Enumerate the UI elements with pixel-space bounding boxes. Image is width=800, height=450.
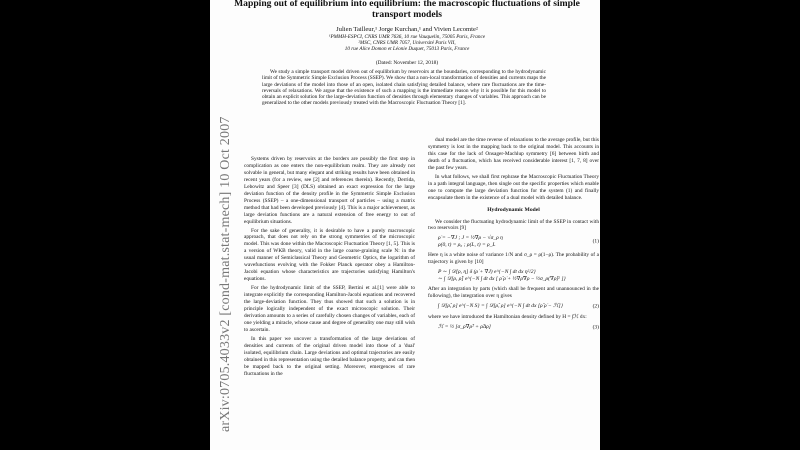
equation-line: ρ(0, t) = ρ₀ ; ρ(L, t) = ρ_L: [438, 242, 496, 249]
body-paragraph: Systems driven by reservoirs at the borders are possibly the first step in complication as one enters the non-equilibrium realm. They are already not solvable in general, but many elegant and striking results have been obtained in recent years (for a review, see [2] and references therein). Recently, Derrida, Lebowitz and Speer [3] (DLS) obtained an exact expression for the large deviation function of the density profile in the Symmetric Simple Exclusion Process (SSEP) – a one-dimensional transport of particles – using a matrix method that had been developed previously [4]. This is a major achievement, as large deviation functions are a natural extension of free energy to out of equilibrium situations.: [244, 156, 415, 225]
equation-2: [428, 303, 599, 311]
affiliation-line: ²MSC, CNRS UMR 7057, Université Paris VII,: [358, 40, 456, 47]
body-paragraph: We consider the fluctuating hydrodynamic limit of the SSEP in contact with two reservoirs [9]: [428, 218, 599, 232]
paper-date: (Dated: November 12, 2018): [375, 60, 439, 66]
body-paragraph: In this paper we uncover a transformation of the large deviations of densities and currents of the original driven model into those of a 'dual' isolated, equilibrium chain. Large deviations and optimal trajectories are easily obtained in this representation using the detailed balance property, and can then be mapped back to the original setting. Moreover, emergences of rare fluctuations in the: [244, 335, 415, 377]
equation-path-probability: [428, 269, 599, 283]
paper-title: Mapping out of equilibrium into equilibrium: the macroscopic fluctuations of simple transport models: [234, 0, 580, 20]
left-column: [244, 156, 415, 380]
affiliation-line: 10 rue Alice Domon et Léonie Duquet, 75013 Paris, France: [344, 46, 470, 53]
body-paragraph: After an integration by parts (which shall be frequent and unannounced in the following), the integration over η gives: [428, 286, 599, 300]
body-paragraph: For the hydrodynamic limit of the SSEP, Bertini et al.[1] were able to integrate explicitly the corresponding Hamilton-Jacobi equations and recovered the large-deviation function. They thus showed that such a solution is in principle logically independent of the exact microscopic solution. Their derivation amounts to a series of carefully chosen changes of variables, each of one yielding a miracle, whose cause and degree of generality one may still wish to ascertain.: [244, 285, 415, 333]
body-paragraph: dual model are the time reverse of relaxations to the average profile, but this symmetry is lost in the mapping back to the original model. This accounts in this case for the lack of Onsager-Machlup symmetry [6] between birth and death of a fluctuation, which has received considerable interest [1, 7, 8] over the past few years.: [428, 137, 599, 171]
arxiv-identifier: arXiv:0705.4033v2 [cond-mat.stat-mech] 10 Oct 2007: [218, 116, 233, 432]
equation-line: ℋ = ½ [σ_ρ∇ρ̂² + ρ̂Δρ]: [438, 324, 491, 331]
equation-1: [428, 235, 599, 249]
equation-number: (3): [592, 324, 599, 331]
section-title: Hydrodynamic Model: [487, 206, 540, 213]
equation-line: ∼ ∫ 𝒟[ρ, ρ̂] e^{−N ∫ dt dx [ ρ̂ ρ̇ + ½∇ρ̂∇ρ − ½σ_ρ(∇ρ̂)² ]}: [438, 276, 566, 283]
body-paragraph: Here η is a white noise of variance 1/N and σ_ρ = ρ(1−ρ). The probability of a trajectory is given by [10]: [428, 252, 599, 266]
equation-3: [428, 324, 599, 332]
right-column: [428, 137, 599, 335]
abstract: We study a simple transport model driven out of equilibrium by reservoirs at the boundaries, corresponding to the hydrodynamic limit of the Symmetric Simple Exclusion Process (SSEP). We show that a non-local transformation of densities and currents maps the large deviations of the model into those of an open, isolated chain satisfying detailed balance, where rare fluctuations are the time-reversals of relaxations. We argue that the existence of such a mapping is the immediate reason why it is possible for this model to obtain an explicit solution for the large-deviation function of densities through elementary changes of variables. This approach can be generalized to the other models previously treated with the Macroscopic Fluctuation Theory [1].: [262, 69, 546, 107]
equation-line: ∫ 𝒟[ρ̂, ρ] e^{−N S} = ∫ 𝒟[ρ̂, ρ] e^{−N ∫ dt dx [ρ̂ ρ̇ − ℋ]}: [438, 303, 563, 310]
paper-authors: Julien Tailleur,¹ Jorge Kurchan,¹ and Vivien Lecomte²: [336, 26, 478, 33]
equation-line: ρ̇ = −∇J ; J = ½∇ρ − √σ_ρ η: [438, 235, 503, 242]
body-paragraph: where we have introduced the Hamiltonian density defined by H = ∫ℋ dx:: [428, 314, 587, 321]
body-paragraph: In what follows, we shall first rephrase the Macroscopic Fluctuation Theory in a path integral language, then single out the specific properties which enable one to compute the large deviation function for the system (1) and finally encapsulate them in the existence of a dual model with detailed balance.: [428, 173, 599, 201]
body-paragraph: For the sake of generality, it is desirable to have a purely macroscopic approach, that does not rely on the strong symmetries of the microscopic model. This was done within the Macroscopic Fluctuation Theory [1, 5]. This is a version of WKB theory, valid in the large coarse-graining scale N: in the usual manner of Semiclassical Theory and Geometric Optics, the logarithm of wavefunctions evolving with the Fokker Planck operator obey a Hamilton-Jacobi equation whose characteristics are trajectories satisfying Hamilton's equations.: [244, 227, 415, 283]
equation-line: P ∼ ∫ 𝒟[ρ, η] δ (ρ̇ + ∇J) e^{−N ∫ dt dx η²/2}: [438, 269, 536, 276]
affiliations: [226, 34, 588, 53]
affiliation-line: ¹PMMH-ESPCI, CNRS UMR 7636, 10 rue Vauquelin, 75005 Paris, France: [328, 34, 486, 40]
equation-number: (1): [592, 238, 599, 245]
equation-number: (2): [592, 303, 599, 310]
